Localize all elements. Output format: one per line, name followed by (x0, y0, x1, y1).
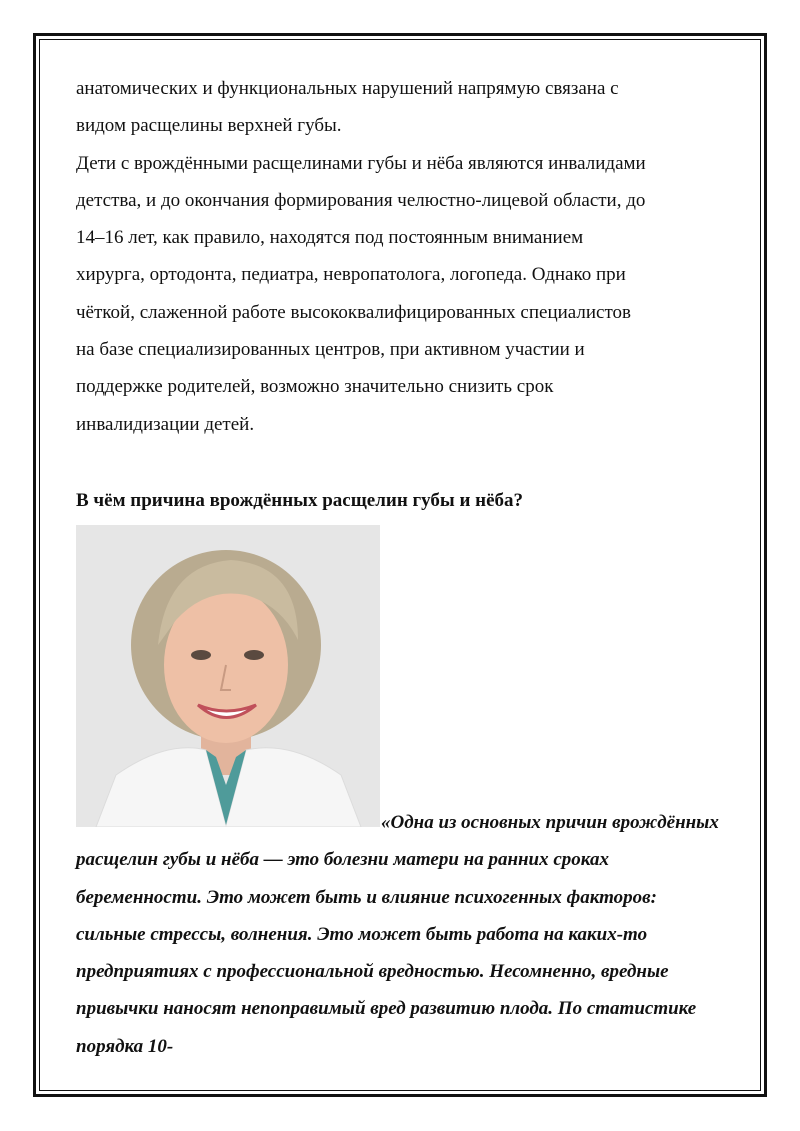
doctor-portrait-photo (76, 525, 380, 827)
text-line: детства, и до окончания формирования челюстно-лицевой области, до (76, 189, 646, 211)
portrait-illustration (76, 525, 380, 827)
text-line: анатомических и функциональных нарушений напрямую связана с (76, 78, 619, 99)
document-body (76, 70, 736, 1057)
text-line: на базе специализированных центров, при активном участии и (76, 339, 585, 361)
text-line: 14–16 лет, как правило, находятся под постоянным вниманием (76, 227, 584, 249)
section-heading: В чём причина врождённых расщелин губы и нёба? (76, 490, 524, 511)
text-line: инвалидизации детей. (76, 413, 255, 435)
text-line: чёткой, слаженной работе высококвалифицированных специалистов (76, 301, 632, 323)
text-line: поддержке родителей, возможно значительно снизить срок (76, 376, 554, 398)
text-line: хирурга, ортодонта, педиатра, невропатолога, логопеда. Однако при (76, 264, 626, 286)
intro-text (76, 70, 736, 443)
text-line: Дети с врождёнными расщелинами губы и нёба являются инвалидами (76, 152, 646, 174)
doctor-quote: «Одна из основных причин врождённых расщелин губы и нёба — это болезни матери на ранних сроках беременности. Это может быть и влияние психогенных факторов: сильные стрессы, волнения. Это может быть работа на каких-то предприятиях с профессиональной вредностью. Несомненно, вредные привычки наносят непоправимый вред развитию плода. По статистике порядка 10- (76, 812, 719, 1057)
text-line: видом расщелины верхней губы. (76, 115, 342, 137)
